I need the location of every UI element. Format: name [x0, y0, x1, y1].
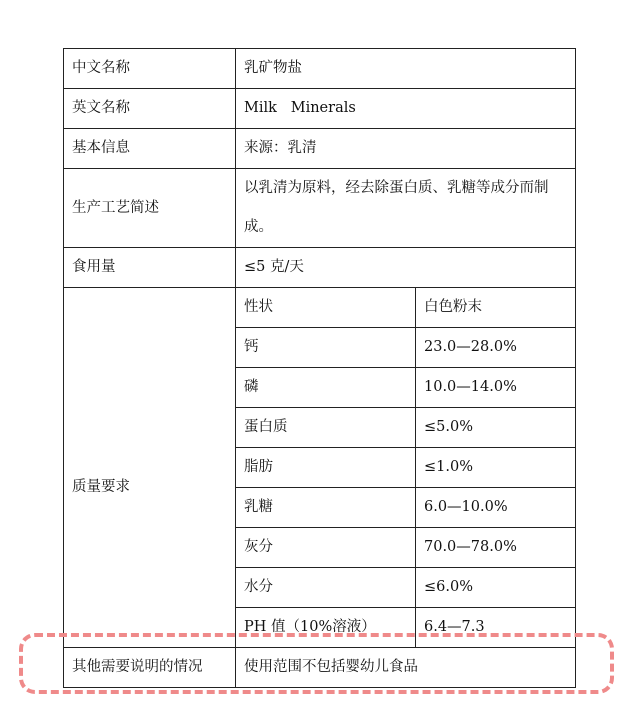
quality-item-value: 6.0—10.0% [416, 488, 576, 528]
quality-item-value: ≤6.0% [416, 568, 576, 608]
label-basic-info: 基本信息 [64, 129, 236, 169]
quality-item-value: 白色粉末 [416, 288, 576, 328]
table-row [64, 49, 576, 89]
ingredient-spec-table [63, 48, 576, 688]
quality-item-name: PH 值（10%溶液） [236, 608, 416, 648]
label-dosage: 食用量 [64, 248, 236, 288]
table-row [64, 89, 576, 129]
value-en-name: Milk Minerals [236, 89, 576, 129]
quality-item-name: 水分 [236, 568, 416, 608]
quality-item-value: 70.0—78.0% [416, 528, 576, 568]
label-quality [64, 288, 236, 648]
quality-item-name: 脂肪 [236, 448, 416, 488]
label-other: 其他需要说明的情况 [64, 648, 236, 688]
label-process: 生产工艺简述 [64, 169, 236, 248]
value-dosage: ≤5 克/天 [236, 248, 576, 288]
quality-item-value: ≤1.0% [416, 448, 576, 488]
quality-item-name: 乳糖 [236, 488, 416, 528]
value-other: 使用范围不包括婴幼儿食品 [236, 648, 576, 688]
quality-label-text: 质量要求 [72, 479, 130, 495]
label-en-name: 英文名称 [64, 89, 236, 129]
table-row [64, 248, 576, 288]
quality-item-name: 钙 [236, 328, 416, 368]
quality-item-value: 10.0—14.0% [416, 368, 576, 408]
table-row [64, 648, 576, 688]
table-row [64, 129, 576, 169]
table-row [64, 169, 576, 248]
quality-item-name: 蛋白质 [236, 408, 416, 448]
quality-item-value: 23.0—28.0% [416, 328, 576, 368]
value-basic-info: 来源：乳清 [236, 129, 576, 169]
value-cn-name: 乳矿物盐 [236, 49, 576, 89]
table-row [64, 288, 576, 328]
quality-item-name: 磷 [236, 368, 416, 408]
quality-item-value: ≤5.0% [416, 408, 576, 448]
quality-item-name: 性状 [236, 288, 416, 328]
quality-item-value: 6.4—7.3 [416, 608, 576, 648]
label-cn-name: 中文名称 [64, 49, 236, 89]
value-process: 以乳清为原料，经去除蛋白质、乳糖等成分而制成。 [236, 169, 576, 248]
quality-item-name: 灰分 [236, 528, 416, 568]
